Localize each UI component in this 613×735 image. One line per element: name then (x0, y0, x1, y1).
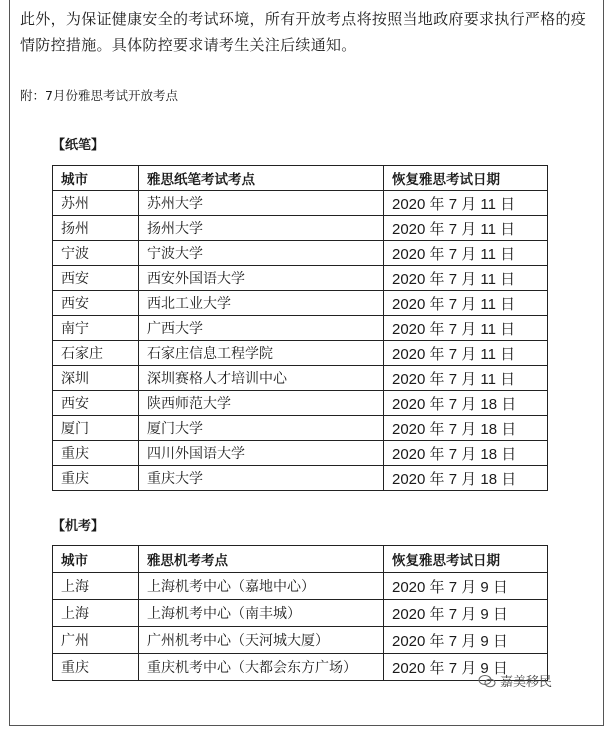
column-header-city: 城市 (53, 546, 139, 573)
paper-section-title: 【纸笔】 (52, 138, 105, 153)
cell-date: 2020 年 7 月 11 日 (384, 341, 548, 366)
cell-city: 西安 (53, 291, 139, 316)
cell-city: 石家庄 (53, 341, 139, 366)
cell-city: 广州 (53, 627, 139, 654)
cell-venue: 苏州大学 (139, 191, 384, 216)
cell-date: 2020 年 7 月 18 日 (384, 391, 548, 416)
cell-venue: 石家庄信息工程学院 (139, 341, 384, 366)
cell-date: 2020 年 7 月 11 日 (384, 316, 548, 341)
cell-date: 2020 年 7 月 11 日 (384, 241, 548, 266)
cell-venue: 重庆机考中心（大都会东方广场） (139, 654, 384, 681)
cell-date: 2020 年 7 月 11 日 (384, 191, 548, 216)
cell-city: 西安 (53, 391, 139, 416)
cell-date: 2020 年 7 月 18 日 (384, 466, 548, 491)
cell-city: 重庆 (53, 466, 139, 491)
table-row (53, 366, 548, 391)
cell-date: 2020 年 7 月 11 日 (384, 366, 548, 391)
cell-venue: 上海机考中心（南丰城） (139, 600, 384, 627)
table-row (53, 291, 548, 316)
intro-paragraph: 此外，为保证健康安全的考试环境，所有开放考点将按照当地政府要求执行严格的疫情防控措施。具体防控要求请考生关注后续通知。 (20, 10, 587, 54)
cell-city: 苏州 (53, 191, 139, 216)
table-row (53, 241, 548, 266)
cell-venue: 厦门大学 (139, 416, 384, 441)
cell-date: 2020 年 7 月 9 日 (384, 627, 548, 654)
cell-city: 南宁 (53, 316, 139, 341)
table-row (53, 627, 548, 654)
cell-date: 2020 年 7 月 11 日 (384, 291, 548, 316)
table-row (53, 341, 548, 366)
cell-venue: 陕西师范大学 (139, 391, 384, 416)
cell-city: 厦门 (53, 416, 139, 441)
cell-venue: 扬州大学 (139, 216, 384, 241)
table-header-row (53, 546, 548, 573)
table-row (53, 573, 548, 600)
table-row (53, 391, 548, 416)
computer-exam-table (52, 545, 548, 681)
watermark-text: 嘉美移民 (500, 675, 553, 690)
cell-city: 宁波 (53, 241, 139, 266)
appendix-note: 附：7月份雅思考试开放考点 (20, 88, 178, 103)
table-header-row (53, 166, 548, 191)
table-row (53, 416, 548, 441)
cell-date: 2020 年 7 月 9 日 (384, 654, 548, 681)
cell-city: 重庆 (53, 441, 139, 466)
table-row (53, 216, 548, 241)
cell-venue: 西北工业大学 (139, 291, 384, 316)
cell-city: 深圳 (53, 366, 139, 391)
column-header-venue: 雅思纸笔考试考点 (139, 166, 384, 191)
column-header-date: 恢复雅思考试日期 (384, 166, 548, 191)
cell-city: 西安 (53, 266, 139, 291)
cell-date: 2020 年 7 月 18 日 (384, 441, 548, 466)
table-row (53, 266, 548, 291)
table-row (53, 466, 548, 491)
table-row (53, 441, 548, 466)
wechat-icon (478, 674, 496, 688)
cell-venue: 四川外国语大学 (139, 441, 384, 466)
cell-date: 2020 年 7 月 11 日 (384, 266, 548, 291)
table-row (53, 316, 548, 341)
cell-city: 重庆 (53, 654, 139, 681)
cell-date: 2020 年 7 月 9 日 (384, 600, 548, 627)
cell-venue: 广西大学 (139, 316, 384, 341)
cell-date: 2020 年 7 月 18 日 (384, 416, 548, 441)
cell-venue: 西安外国语大学 (139, 266, 384, 291)
column-header-date: 恢复雅思考试日期 (384, 546, 548, 573)
column-header-venue: 雅思机考考点 (139, 546, 384, 573)
cell-date: 2020 年 7 月 9 日 (384, 573, 548, 600)
table-row (53, 654, 548, 681)
cell-venue: 广州机考中心（天河城大厦） (139, 627, 384, 654)
cell-city: 上海 (53, 573, 139, 600)
cell-venue: 上海机考中心（嘉地中心） (139, 573, 384, 600)
paper-exam-table (52, 165, 548, 491)
cell-venue: 重庆大学 (139, 466, 384, 491)
cell-city: 扬州 (53, 216, 139, 241)
table-row (53, 191, 548, 216)
cell-venue: 宁波大学 (139, 241, 384, 266)
cell-city: 上海 (53, 600, 139, 627)
watermark (478, 671, 552, 690)
column-header-city: 城市 (53, 166, 139, 191)
computer-section-title: 【机考】 (52, 519, 105, 534)
cell-venue: 深圳赛格人才培训中心 (139, 366, 384, 391)
cell-date: 2020 年 7 月 11 日 (384, 216, 548, 241)
table-row (53, 600, 548, 627)
